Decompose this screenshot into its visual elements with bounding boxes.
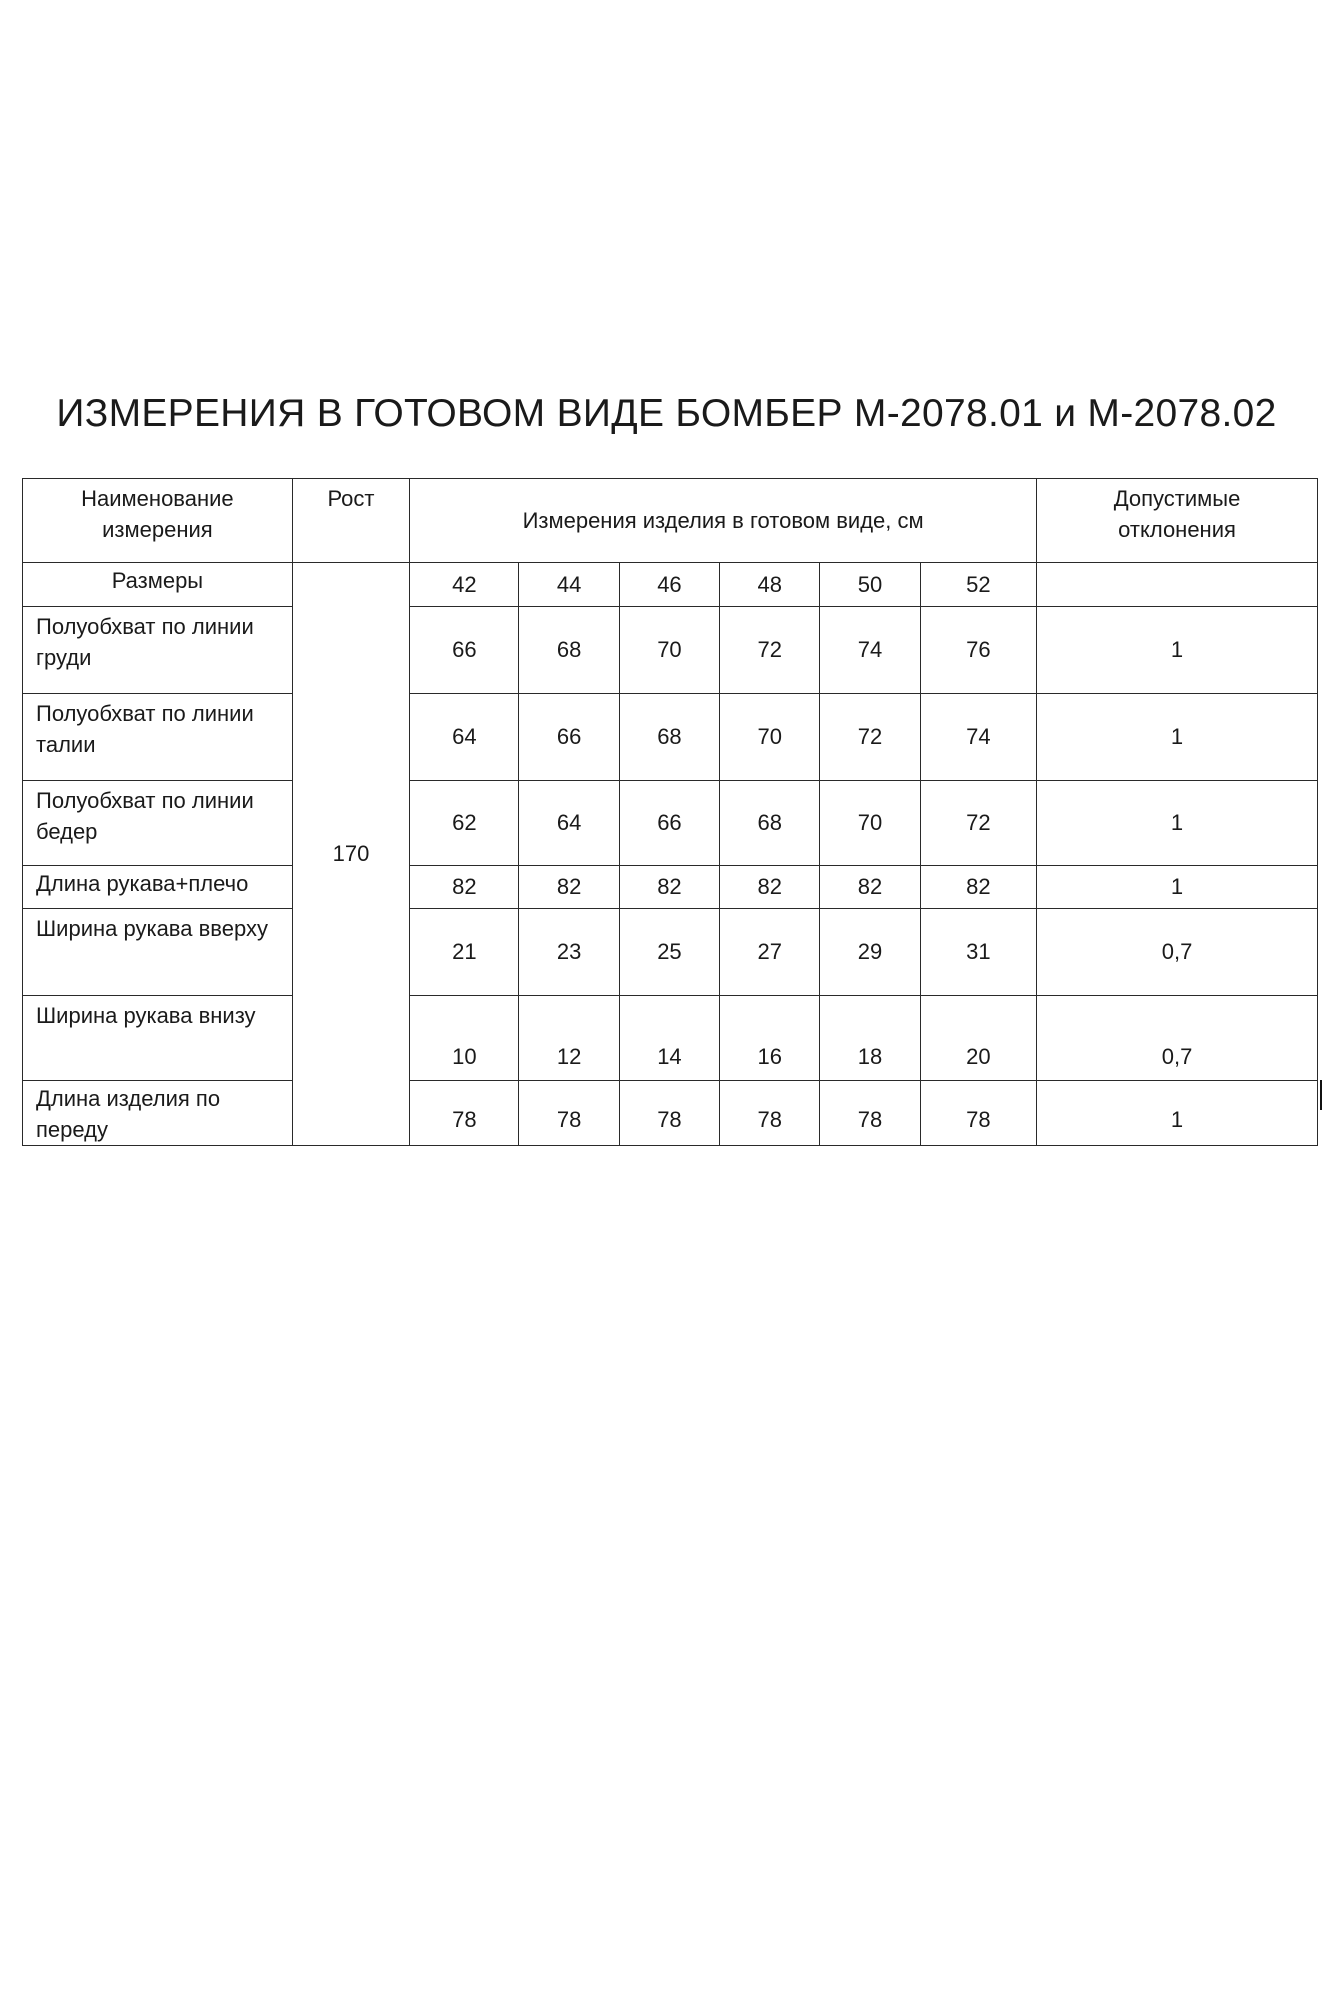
- value-cell: 64: [519, 781, 619, 866]
- value-cell: 25: [619, 909, 719, 996]
- tolerance-cell: 0,7: [1037, 909, 1318, 996]
- size-cell: 48: [720, 563, 820, 607]
- value-cell: 23: [519, 909, 619, 996]
- value-cell: 66: [410, 607, 519, 694]
- tolerance-cell: 1: [1037, 694, 1318, 781]
- value-cell: 78: [410, 1081, 519, 1146]
- value-cell: 72: [720, 607, 820, 694]
- value-cell: 74: [920, 694, 1036, 781]
- size-cell: 44: [519, 563, 619, 607]
- header-measure-col: Измерения изделия в готовом виде, см: [410, 479, 1037, 563]
- row-name: Ширина рукава внизу: [23, 996, 293, 1081]
- value-cell: 78: [519, 1081, 619, 1146]
- measurements-table: [22, 478, 1318, 1146]
- value-cell: 12: [519, 996, 619, 1081]
- size-cell: 52: [920, 563, 1036, 607]
- value-cell: 64: [410, 694, 519, 781]
- row-name: Длина рукава+плечо: [23, 866, 293, 909]
- row-name: Ширина рукава вверху: [23, 909, 293, 996]
- tolerance-cell: 1: [1037, 1081, 1318, 1146]
- value-cell: 82: [619, 866, 719, 909]
- value-cell: 82: [920, 866, 1036, 909]
- page-title: ИЗМЕРЕНИЯ В ГОТОВОМ ВИДЕ БОМБЕР М-2078.01 и М-2078.02: [56, 392, 1277, 435]
- value-cell: 78: [720, 1081, 820, 1146]
- value-cell: 20: [920, 996, 1036, 1081]
- value-cell: 62: [410, 781, 519, 866]
- row-name: Полуобхват по линии талии: [23, 694, 293, 781]
- value-cell: 72: [920, 781, 1036, 866]
- row-name: Длина изделия по переду: [23, 1081, 293, 1146]
- value-cell: 76: [920, 607, 1036, 694]
- value-cell: 66: [619, 781, 719, 866]
- value-cell: 27: [720, 909, 820, 996]
- value-cell: 68: [720, 781, 820, 866]
- tolerance-cell: 1: [1037, 866, 1318, 909]
- size-cell: 46: [619, 563, 719, 607]
- size-cell: 50: [820, 563, 920, 607]
- value-cell: 78: [920, 1081, 1036, 1146]
- value-cell: 16: [720, 996, 820, 1081]
- value-cell: 78: [820, 1081, 920, 1146]
- row-name: Полуобхват по линии бедер: [23, 781, 293, 866]
- height-value: 170: [292, 563, 409, 1146]
- value-cell: 29: [820, 909, 920, 996]
- value-cell: 66: [519, 694, 619, 781]
- tolerance-cell: 0,7: [1037, 996, 1318, 1081]
- header-name-col: Наименование измерения: [23, 479, 293, 563]
- sizes-label: Размеры: [23, 563, 293, 607]
- value-cell: 82: [410, 866, 519, 909]
- value-cell: 14: [619, 996, 719, 1081]
- value-cell: 82: [820, 866, 920, 909]
- value-cell: 68: [519, 607, 619, 694]
- value-cell: 70: [820, 781, 920, 866]
- value-cell: 31: [920, 909, 1036, 996]
- value-cell: 10: [410, 996, 519, 1081]
- row-name: Полуобхват по линии груди: [23, 607, 293, 694]
- text-cursor: [1320, 1080, 1322, 1110]
- value-cell: 78: [619, 1081, 719, 1146]
- value-cell: 70: [619, 607, 719, 694]
- size-tolerance-empty: [1037, 563, 1318, 607]
- value-cell: 74: [820, 607, 920, 694]
- size-cell: 42: [410, 563, 519, 607]
- value-cell: 18: [820, 996, 920, 1081]
- header-height-col: Рост: [292, 479, 409, 563]
- header-tolerance-col: Допустимые отклонения: [1037, 479, 1318, 563]
- value-cell: 72: [820, 694, 920, 781]
- value-cell: 21: [410, 909, 519, 996]
- value-cell: 68: [619, 694, 719, 781]
- value-cell: 70: [720, 694, 820, 781]
- value-cell: 82: [720, 866, 820, 909]
- value-cell: 82: [519, 866, 619, 909]
- tolerance-cell: 1: [1037, 607, 1318, 694]
- tolerance-cell: 1: [1037, 781, 1318, 866]
